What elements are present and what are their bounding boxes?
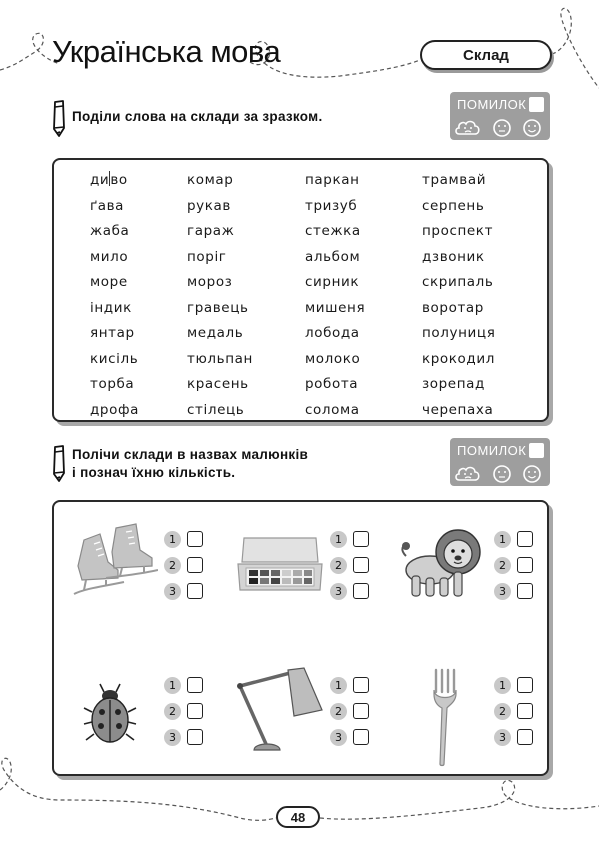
word-item[interactable]: солома [305, 401, 360, 418]
word-item[interactable]: гараж [187, 223, 235, 239]
checkbox[interactable] [517, 703, 533, 719]
mood-faces [455, 464, 545, 484]
word-item[interactable]: тризуб [305, 197, 358, 214]
sad-cloud-face-icon[interactable] [456, 122, 479, 134]
happy-face-icon[interactable] [524, 120, 540, 136]
word-example[interactable]: диво [90, 172, 128, 188]
picture-4-option-2[interactable]: 2 [164, 702, 203, 720]
task1-instruction: Поділи слова на склади за зразком. [72, 109, 323, 124]
task2-instruction: Полічи склади в назвах малюнків і познач їхню кількість. [72, 447, 309, 480]
word-column-2 [187, 168, 253, 423]
word-item[interactable]: індик [90, 299, 132, 316]
word-item[interactable]: черепаха [422, 401, 494, 418]
word-item[interactable]: лобода [305, 325, 360, 341]
word-item[interactable]: паркан [305, 172, 360, 188]
picture-4-option-3[interactable]: 3 [164, 728, 203, 746]
mistakes-count-box[interactable] [529, 97, 544, 112]
checkbox[interactable] [353, 677, 369, 693]
word-item[interactable]: рукав [187, 197, 231, 214]
fork-icon [428, 666, 462, 768]
word-item[interactable]: мишеня [305, 299, 366, 316]
word-item[interactable]: дрофа [90, 401, 139, 418]
words-panel [52, 158, 549, 422]
word-item[interactable]: ґава [90, 197, 124, 214]
word-item[interactable]: поріг [187, 248, 227, 265]
picture-2-option-2[interactable]: 2 [330, 556, 369, 574]
desk-lamp-icon [232, 666, 324, 756]
word-item[interactable]: янтар [90, 325, 135, 341]
checkbox[interactable] [187, 583, 203, 599]
word-item[interactable]: медаль [187, 325, 244, 341]
checkbox[interactable] [517, 729, 533, 745]
word-item[interactable]: гравець [187, 299, 249, 316]
topic-label: Склад [420, 40, 552, 70]
pictures-panel [52, 500, 549, 776]
picture-2-option-3[interactable]: 3 [330, 582, 369, 600]
checkbox[interactable] [353, 729, 369, 745]
word-item[interactable]: трамвай [422, 172, 487, 188]
picture-3-option-3[interactable]: 3 [494, 582, 533, 600]
mistakes-label: ПОМИЛОК [457, 97, 527, 112]
checkbox[interactable] [517, 583, 533, 599]
word-item[interactable]: море [90, 274, 128, 290]
word-item[interactable]: мороз [187, 274, 233, 290]
picture-3-option-1[interactable]: 1 [494, 530, 533, 548]
word-item[interactable]: жаба [90, 223, 130, 239]
paint-box-icon [236, 532, 324, 596]
word-item[interactable]: кисіль [90, 350, 139, 367]
word-item[interactable]: сирник [305, 274, 360, 290]
checkbox[interactable] [353, 703, 369, 719]
checkbox[interactable] [187, 703, 203, 719]
neutral-face-icon[interactable] [494, 120, 510, 136]
picture-6-option-2[interactable]: 2 [494, 702, 533, 720]
word-item[interactable]: воротар [422, 299, 484, 316]
word-column-4 [422, 168, 495, 423]
checkbox[interactable] [517, 677, 533, 693]
picture-3-option-2[interactable]: 2 [494, 556, 533, 574]
word-item[interactable]: дзвоник [422, 248, 485, 265]
word-item[interactable]: красень [187, 376, 249, 392]
pencil-icon [48, 443, 68, 483]
word-item[interactable]: проспект [422, 223, 494, 239]
word-item[interactable]: торба [90, 376, 135, 392]
checkbox[interactable] [517, 557, 533, 573]
word-item[interactable]: скрипаль [422, 274, 494, 290]
checkbox[interactable] [187, 677, 203, 693]
page-number: 48 [276, 806, 320, 828]
picture-1-option-3[interactable]: 3 [164, 582, 203, 600]
picture-6-option-1[interactable]: 1 [494, 676, 533, 694]
word-item[interactable]: молоко [305, 350, 361, 367]
word-item[interactable]: робота [305, 376, 359, 392]
word-column-3 [305, 168, 365, 423]
mistakes-counter-1 [450, 92, 550, 140]
skates-icon [66, 522, 158, 606]
word-item[interactable]: комар [187, 172, 234, 188]
word-column-1 [90, 168, 139, 423]
word-item[interactable]: мило [90, 248, 129, 265]
mistakes-count-box[interactable] [529, 443, 544, 458]
mistakes-counter-2 [450, 438, 550, 486]
page-title: Українська мова [52, 34, 281, 69]
word-item[interactable]: тюльпан [187, 350, 253, 367]
picture-5-option-2[interactable]: 2 [330, 702, 369, 720]
sad-cloud-face-icon[interactable] [456, 468, 479, 480]
pencil-icon [48, 98, 68, 138]
checkbox[interactable] [517, 531, 533, 547]
picture-1-option-1[interactable]: 1 [164, 530, 203, 548]
checkbox[interactable] [187, 729, 203, 745]
checkbox[interactable] [187, 557, 203, 573]
picture-5-option-3[interactable]: 3 [330, 728, 369, 746]
word-item[interactable]: альбом [305, 248, 361, 265]
picture-1-option-2[interactable]: 2 [164, 556, 203, 574]
mood-faces [455, 118, 545, 138]
checkbox[interactable] [353, 531, 369, 547]
picture-5-option-1[interactable]: 1 [330, 676, 369, 694]
word-item[interactable]: серпень [422, 197, 485, 214]
mistakes-label: ПОМИЛОК [457, 443, 527, 458]
checkbox[interactable] [353, 583, 369, 599]
word-item[interactable]: стілець [187, 401, 245, 418]
word-item[interactable]: крокодил [422, 350, 495, 367]
word-item[interactable]: полуниця [422, 325, 496, 341]
happy-face-icon[interactable] [524, 466, 540, 482]
beetle-icon [82, 682, 138, 748]
picture-4-option-1[interactable]: 1 [164, 676, 203, 694]
checkbox[interactable] [187, 531, 203, 547]
picture-6-option-3[interactable]: 3 [494, 728, 533, 746]
word-item[interactable]: зорепад [422, 376, 485, 392]
checkbox[interactable] [353, 557, 369, 573]
picture-2-option-1[interactable]: 1 [330, 530, 369, 548]
neutral-face-icon[interactable] [494, 466, 510, 482]
word-item[interactable]: стежка [305, 223, 361, 239]
lion-icon [400, 526, 484, 602]
